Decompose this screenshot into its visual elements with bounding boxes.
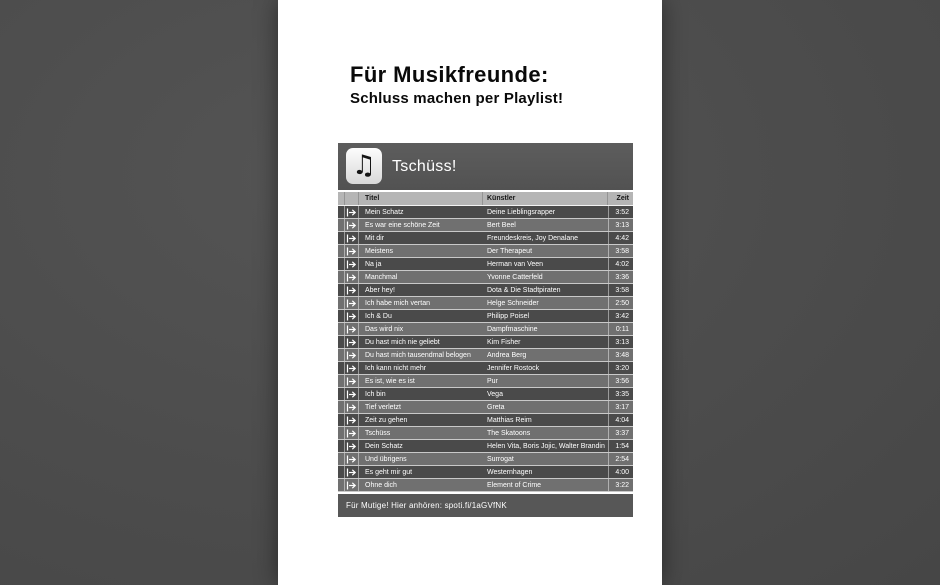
track-row[interactable]	[338, 414, 633, 427]
track-arrow-cell	[345, 336, 359, 348]
track-time: 3:35	[608, 388, 633, 400]
track-row[interactable]	[338, 323, 633, 336]
track-row[interactable]	[338, 245, 633, 258]
row-spacer-cell	[338, 414, 345, 426]
track-artist: Greta	[487, 403, 505, 411]
track-arrow-cell	[345, 401, 359, 413]
column-header-zeit: Zeit	[616, 195, 629, 202]
track-row[interactable]	[338, 427, 633, 440]
track-artist: Bert Beel	[487, 221, 516, 229]
track-arrow-cell	[345, 206, 359, 218]
track-row[interactable]	[338, 388, 633, 401]
track-title: Das wird nix	[365, 325, 404, 333]
track-arrow-cell	[345, 453, 359, 465]
stream-arrow-icon[interactable]	[346, 377, 357, 386]
track-time: 0:11	[608, 323, 633, 335]
track-arrow-cell	[345, 349, 359, 361]
track-title: Tschüss	[365, 429, 391, 437]
track-title: Ich kann nicht mehr	[365, 364, 427, 372]
playlist-title: Tschüss!	[392, 157, 457, 175]
stream-arrow-icon[interactable]	[346, 442, 357, 451]
row-spacer-cell	[338, 271, 345, 283]
stream-arrow-icon[interactable]	[346, 299, 357, 308]
row-spacer-cell	[338, 401, 345, 413]
row-spacer-cell	[338, 245, 345, 257]
stream-arrow-icon[interactable]	[346, 455, 357, 464]
track-time: 3:13	[608, 336, 633, 348]
track-title: Ohne dich	[365, 481, 397, 489]
track-artist: The Skatoons	[487, 429, 531, 437]
track-artist: Dota & Die Stadtpiraten	[487, 286, 561, 294]
playlist-footer-note: Für Mutige! Hier anhören: spoti.fi/1aGVfNK	[338, 494, 633, 517]
column-header-spacer	[338, 192, 345, 205]
track-artist: Jennifer Rostock	[487, 364, 540, 372]
row-spacer-cell	[338, 388, 345, 400]
track-title: Ich & Du	[365, 312, 392, 320]
track-title: Mit dir	[365, 234, 385, 242]
track-artist: Surrogat	[487, 455, 514, 463]
track-title: Du hast mich tausendmal belogen	[365, 351, 471, 359]
stream-arrow-icon[interactable]	[346, 325, 357, 334]
row-spacer-cell	[338, 427, 345, 439]
track-artist: Yvonne Catterfeld	[487, 273, 543, 281]
row-spacer-cell	[338, 232, 345, 244]
track-time: 4:04	[608, 414, 633, 426]
track-artist: Freundeskreis, Joy Denalane	[487, 234, 579, 242]
article-page	[278, 0, 662, 585]
beamed-music-notes-icon: ♫	[351, 149, 377, 181]
row-spacer-cell	[338, 323, 345, 335]
track-title: Ich bin	[365, 390, 386, 398]
row-spacer-cell	[338, 440, 345, 452]
track-arrow-cell	[345, 284, 359, 296]
track-arrow-cell	[345, 245, 359, 257]
column-header-kuenstler: Künstler	[483, 192, 608, 205]
track-row[interactable]	[338, 232, 633, 245]
article-subheadline: Schluss machen per Playlist!	[350, 90, 564, 107]
track-arrow-cell	[345, 258, 359, 270]
track-arrow-cell	[345, 219, 359, 231]
playlist-title-bar	[338, 143, 633, 190]
track-arrow-cell	[345, 440, 359, 452]
track-artist: Pur	[487, 377, 498, 385]
track-title: Aber hey!	[365, 286, 395, 294]
track-row[interactable]	[338, 349, 633, 362]
column-header-titel: Titel	[359, 192, 483, 205]
track-row[interactable]	[338, 453, 633, 466]
table-header-row	[338, 192, 633, 206]
stream-arrow-icon[interactable]	[346, 221, 357, 230]
track-artist: Kim Fisher	[487, 338, 521, 346]
row-spacer-cell	[338, 219, 345, 231]
row-spacer-cell	[338, 375, 345, 387]
track-row[interactable]	[338, 375, 633, 388]
track-arrow-cell	[345, 414, 359, 426]
track-row[interactable]	[338, 310, 633, 323]
track-title: Zeit zu gehen	[365, 416, 408, 424]
track-row[interactable]	[338, 466, 633, 479]
stream-arrow-icon[interactable]	[346, 260, 357, 269]
track-time: 1:54	[608, 440, 633, 452]
stream-arrow-icon[interactable]	[346, 351, 357, 360]
track-time: 3:37	[608, 427, 633, 439]
stream-arrow-icon[interactable]	[346, 364, 357, 373]
track-time: 3:58	[608, 245, 633, 257]
track-arrow-cell	[345, 310, 359, 322]
row-spacer-cell	[338, 349, 345, 361]
row-spacer-cell	[338, 336, 345, 348]
playlist-panel	[338, 143, 633, 517]
track-artist: Helge Schneider	[487, 299, 539, 307]
track-title: Na ja	[365, 260, 382, 268]
stream-arrow-icon[interactable]	[346, 208, 357, 217]
row-spacer-cell	[338, 206, 345, 218]
track-row[interactable]	[338, 362, 633, 375]
track-artist: Andrea Berg	[487, 351, 527, 359]
track-arrow-cell	[345, 271, 359, 283]
row-spacer-cell	[338, 258, 345, 270]
row-spacer-cell	[338, 284, 345, 296]
track-row[interactable]	[338, 258, 633, 271]
stream-arrow-icon[interactable]	[346, 390, 357, 399]
track-time: 4:42	[608, 232, 633, 244]
track-time: 3:56	[608, 375, 633, 387]
track-title: Du hast mich nie geliebt	[365, 338, 440, 346]
track-time: 3:20	[608, 362, 633, 374]
stream-arrow-icon[interactable]	[346, 403, 357, 412]
track-time: 3:42	[608, 310, 633, 322]
track-time: 3:58	[608, 284, 633, 296]
article-headline: Für Musikfreunde:	[350, 62, 549, 87]
stream-arrow-icon[interactable]	[346, 286, 357, 295]
track-row[interactable]	[338, 206, 633, 219]
track-time: 3:52	[608, 206, 633, 218]
track-artist: Deine Lieblingsrapper	[487, 208, 556, 216]
playlist-artwork	[346, 148, 382, 184]
track-time: 3:17	[608, 401, 633, 413]
stream-arrow-icon[interactable]	[346, 429, 357, 438]
track-artist: Der Therapeut	[487, 247, 533, 255]
track-time: 2:54	[608, 453, 633, 465]
stream-arrow-icon[interactable]	[346, 247, 357, 256]
track-artist: Westernhagen	[487, 468, 533, 476]
track-title: Manchmal	[365, 273, 398, 281]
track-list	[338, 206, 633, 492]
track-row[interactable]	[338, 479, 633, 492]
track-time: 3:22	[608, 479, 633, 491]
track-arrow-cell	[345, 466, 359, 478]
track-title: Tief verletzt	[365, 403, 401, 411]
track-arrow-cell	[345, 388, 359, 400]
track-time: 4:00	[608, 466, 633, 478]
track-arrow-cell	[345, 232, 359, 244]
column-header-icon	[345, 192, 359, 205]
row-spacer-cell	[338, 310, 345, 322]
track-artist: Herman van Veen	[487, 260, 544, 268]
track-time: 3:36	[608, 271, 633, 283]
track-row[interactable]	[338, 219, 633, 232]
track-row[interactable]	[338, 336, 633, 349]
track-time: 3:13	[608, 219, 633, 231]
track-row[interactable]	[338, 401, 633, 414]
track-row[interactable]	[338, 440, 633, 453]
track-row[interactable]	[338, 284, 633, 297]
stream-arrow-icon[interactable]	[346, 468, 357, 477]
track-artist: Element of Crime	[487, 481, 542, 489]
track-artist: Dampfmaschine	[487, 325, 538, 333]
track-title: Es ist, wie es ist	[365, 377, 415, 385]
row-spacer-cell	[338, 297, 345, 309]
stream-arrow-icon[interactable]	[346, 338, 357, 347]
track-arrow-cell	[345, 323, 359, 335]
stream-arrow-icon[interactable]	[346, 312, 357, 321]
track-artist: Helen Vita, Boris Jojic, Walter Brandin	[487, 442, 605, 450]
stream-arrow-icon[interactable]	[346, 481, 357, 490]
track-time: 4:02	[608, 258, 633, 270]
row-spacer-cell	[338, 362, 345, 374]
stream-arrow-icon[interactable]	[346, 234, 357, 243]
track-time: 2:50	[608, 297, 633, 309]
stream-arrow-icon[interactable]	[346, 416, 357, 425]
stream-arrow-icon[interactable]	[346, 273, 357, 282]
track-title: Und übrigens	[365, 455, 407, 463]
track-row[interactable]	[338, 271, 633, 284]
track-time: 3:48	[608, 349, 633, 361]
row-spacer-cell	[338, 466, 345, 478]
track-title: Mein Schatz	[365, 208, 404, 216]
track-title: Dein Schatz	[365, 442, 403, 450]
track-arrow-cell	[345, 362, 359, 374]
track-title: Es geht mir gut	[365, 468, 413, 476]
track-arrow-cell	[345, 375, 359, 387]
track-arrow-cell	[345, 427, 359, 439]
track-title: Es war eine schöne Zeit	[365, 221, 440, 229]
track-title: Ich habe mich vertan	[365, 299, 430, 307]
track-artist: Vega	[487, 390, 503, 398]
track-artist: Philipp Poisel	[487, 312, 530, 320]
track-row[interactable]	[338, 297, 633, 310]
track-title: Meistens	[365, 247, 394, 255]
row-spacer-cell	[338, 453, 345, 465]
row-spacer-cell	[338, 479, 345, 491]
track-arrow-cell	[345, 297, 359, 309]
track-artist: Matthias Reim	[487, 416, 532, 424]
track-arrow-cell	[345, 479, 359, 491]
